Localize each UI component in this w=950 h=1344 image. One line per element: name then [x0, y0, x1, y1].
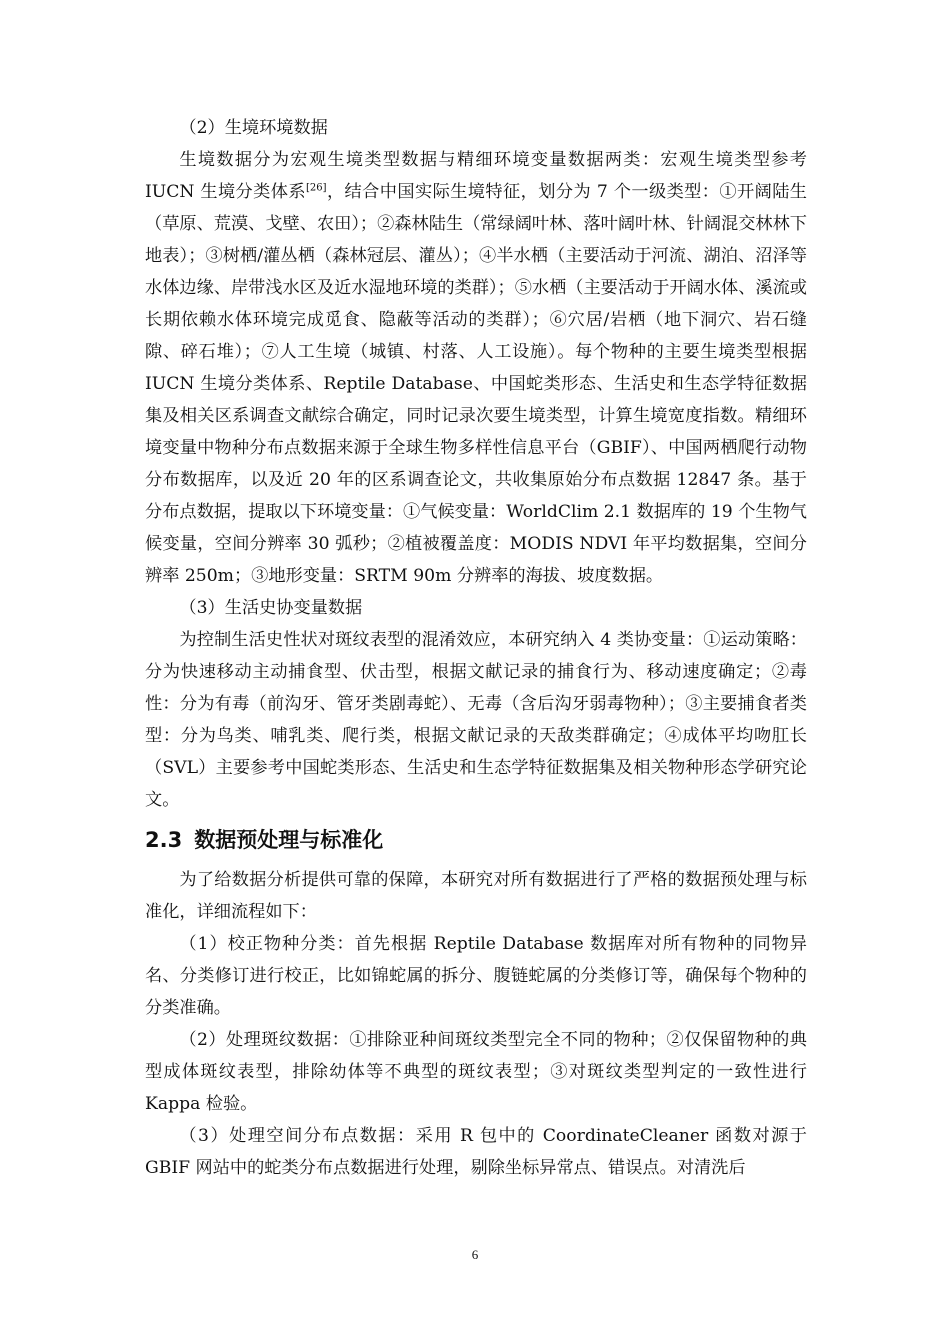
page-number: 6 [471, 1247, 479, 1262]
document-body [145, 112, 807, 1184]
section-number: 2.3 [145, 828, 183, 852]
paragraph-preprocessing-intro: 为了给数据分析提供可靠的保障，本研究对所有数据进行了严格的数据预处理与标准化，详细流程如下： [145, 870, 807, 922]
subsection-heading-life-history: （3）生活史协变量数据 [179, 598, 363, 618]
paragraph-step-1: （1）校正物种分类：首先根据 Reptile Database 数据库对所有物种的同物异名、分类修订进行校正，比如锦蛇属的拆分、腹链蛇属的分类修订等，确保每个物种的分类准确。 [145, 934, 807, 1018]
citation-ref: [26] [306, 182, 327, 194]
paragraph-habitat-text-a: 生境数据分为宏观生境类型数据与精细环境变量数据两类：宏观生境类型参考 IUCN 生境分类体系 [145, 150, 807, 202]
subsection-heading-habitat: （2）生境环境数据 [179, 118, 328, 138]
paragraph-habitat-text-b: ，结合中国实际生境特征，划分为 7 个一级类型：①开阔陆生（草原、荒漠、戈壁、农田）；②森林陆生（常绿阔叶林、落叶阔叶林、针阔混交林林下地表）；③树栖/灌丛栖（森林冠层、灌丛）；④半水栖（主要活动于河流、湖泊、沼泽等水体边缘、岸带浅水区及近水湿地环境的类群）；⑤水栖（主要活动于开阔水体、溪流或长期依赖水体环境完成觅食、隐蔽等活动的类群）；⑥穴居/岩栖（地下洞穴、岩石缝隙、碎石堆）；⑦人工生境（城镇、村落、人工设施）。每个物种的主要生境类型根据 IUCN 生境分类体系、Reptile Database、中国蛇类形态、生活史和生态学特征数据集及相关区系调查文献综合确定，同时记录次要生境类型，计算生境宽度指数。精细环境变量中物种分布点数据来源于全球生物多样性信息平台（GBIF）、中国两栖爬行动物分布数据库，以及近 20 年的区系调查论文，共收集原始分布点数据 12847 条。基于分布点数据，提取以下环境变量：①气候变量：WorldClim 2.1 数据库的 19 个生物气候变量，空间分辨率 30 弧秒；②植被覆盖度：MODIS NDVI 年平均数据集，空间分辨率 250m；③地形变量：SRTM 90m 分辨率的海拔、坡度数据。 [145, 182, 807, 586]
section-heading [145, 826, 807, 854]
paragraph-life-history: 为控制生活史性状对斑纹表型的混淆效应，本研究纳入 4 类协变量：①运动策略：分为快速移动主动捕食型、伏击型，根据文献记录的捕食行为、移动速度确定；②毒性：分为有毒（前沟牙、管牙类剧毒蛇）、无毒（含后沟牙弱毒物种）；③主要捕食者类型：分为鸟类、哺乳类、爬行类，根据文献记录的天敌类群确定；④成体平均吻肛长（SVL）主要参考中国蛇类形态、生活史和生态学特征数据集及相关物种形态学研究论文。 [145, 630, 807, 810]
section-title: 数据预处理与标准化 [194, 828, 384, 852]
paragraph-step-2: （2）处理斑纹数据：①排除亚种间斑纹类型完全不同的物种；②仅保留物种的典型成体斑纹表型，排除幼体等不典型的斑纹表型；③对斑纹类型判定的一致性进行 Kappa 检验。 [145, 1030, 807, 1114]
paragraph-step-3: （3）处理空间分布点数据：采用 R 包中的 CoordinateCleaner 函数对源于 GBIF 网站中的蛇类分布点数据进行处理，剔除坐标异常点、错误点。对清洗后 [145, 1126, 807, 1178]
paragraph-habitat [145, 144, 807, 592]
